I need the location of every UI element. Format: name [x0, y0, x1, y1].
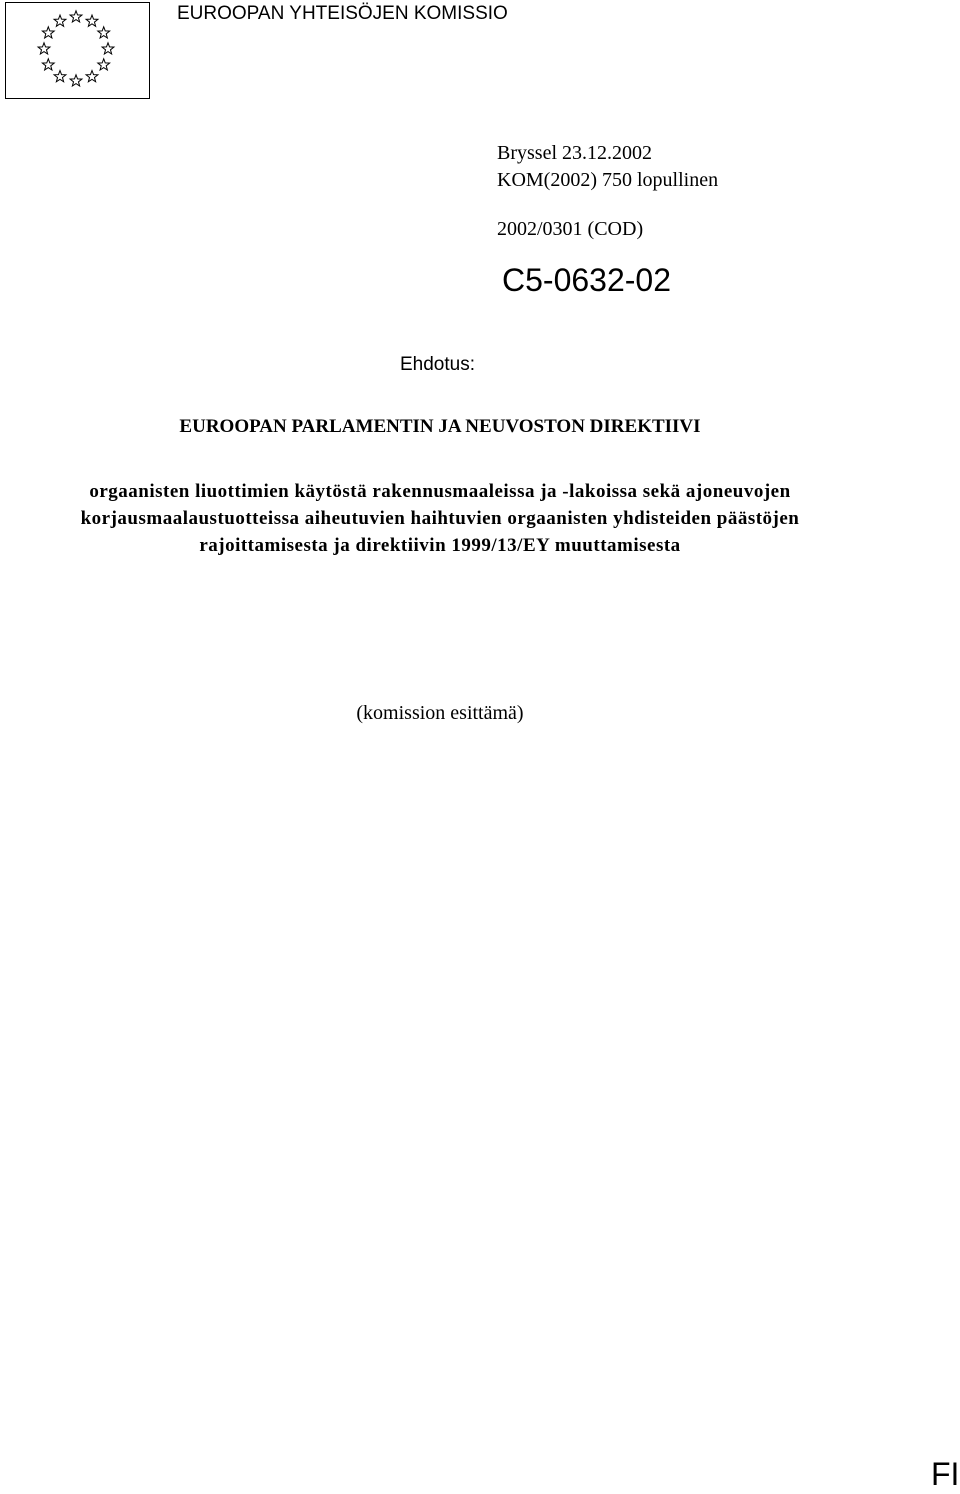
star-icon: [86, 15, 98, 26]
document-title: EUROOPAN PARLAMENTIN JA NEUVOSTON DIREKTIIVI: [179, 416, 701, 437]
eu-emblem: [5, 2, 150, 99]
procedure-number: 2002/0301 (COD): [497, 218, 644, 240]
star-icon: [98, 59, 110, 70]
star-icon: [42, 27, 54, 38]
proposal-label: Ehdotus:: [400, 354, 475, 375]
subject-line: korjausmaalaustuotteissa aiheutuvien haihtuvien orgaanisten yhdisteiden päästöjen: [80, 508, 800, 529]
subject-line: orgaanisten liuottimien käytöstä rakennusmaaleissa ja -lakoissa sekä ajoneuvojen: [89, 481, 791, 502]
presented-by: (komission esittämä): [356, 702, 524, 724]
star-icon: [86, 71, 98, 82]
document-date: Bryssel 23.12.2002: [497, 142, 652, 164]
star-icon: [102, 43, 114, 54]
star-icon: [42, 59, 54, 70]
star-icon: [98, 27, 110, 38]
language-code: FI: [931, 1456, 960, 1492]
star-icon: [70, 75, 82, 86]
com-reference: KOM(2002) 750 lopullinen: [497, 169, 719, 191]
subject-line: rajoittamisesta ja direktiivin 1999/13/EY muuttamisesta: [199, 535, 681, 556]
eu-star-circle-icon: [6, 3, 148, 97]
star-icon: [54, 15, 66, 26]
star-icon: [70, 11, 82, 22]
issuer-name: EUROOPAN YHTEISÖJEN KOMISSIO: [177, 3, 508, 24]
document-subject: [0, 478, 880, 559]
star-icon: [54, 71, 66, 82]
council-number: C5-0632-02: [502, 262, 671, 298]
star-icon: [38, 43, 50, 54]
